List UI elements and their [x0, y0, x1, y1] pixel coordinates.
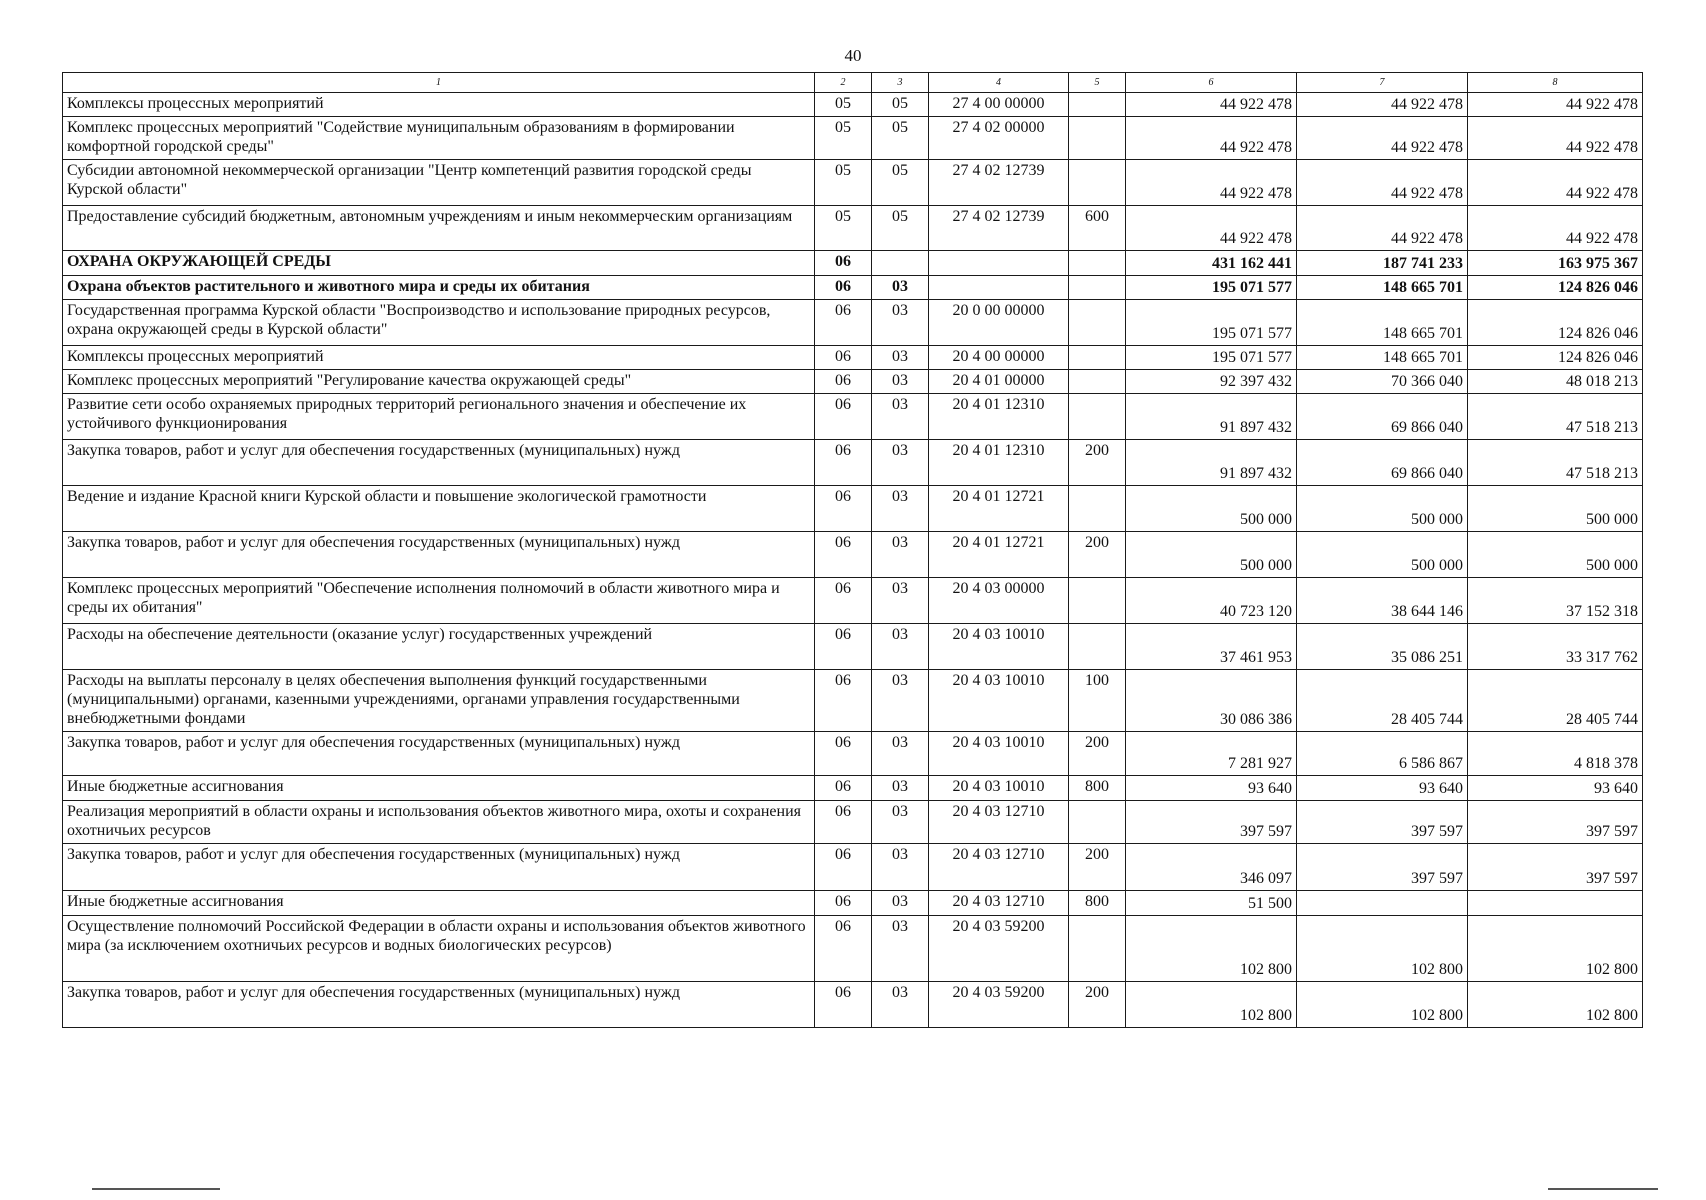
scan-artifact-line — [92, 1188, 220, 1190]
amount-year3-cell: 48 018 213 — [1468, 370, 1643, 394]
amount-year3-cell: 397 597 — [1468, 844, 1643, 891]
target-item-code-cell: 20 4 01 00000 — [929, 370, 1069, 394]
amount-year2-cell — [1297, 891, 1468, 916]
subsection-code-cell: 03 — [872, 486, 929, 532]
amount-year3-cell: 44 922 478 — [1468, 160, 1643, 206]
expense-name-cell: Закупка товаров, работ и услуг для обеспечения государственных (муниципальных) нужд — [63, 532, 815, 578]
section-code-cell: 05 — [815, 117, 872, 160]
expense-type-code-cell — [1069, 251, 1126, 276]
amount-year1-cell: 431 162 441 — [1126, 251, 1297, 276]
expense-type-code-cell — [1069, 346, 1126, 370]
expense-name-cell: Субсидии автономной некоммерческой организации "Центр компетенций развития городской среды Курской области" — [63, 160, 815, 206]
amount-year1-cell: 91 897 432 — [1126, 440, 1297, 486]
amount-year2-cell: 148 665 701 — [1297, 346, 1468, 370]
column-number-header: 2 — [815, 73, 872, 93]
expense-name-cell: Иные бюджетные ассигнования — [63, 891, 815, 916]
subsection-code-cell: 03 — [872, 300, 929, 346]
amount-year2-cell: 44 922 478 — [1297, 206, 1468, 251]
expense-type-code-cell: 800 — [1069, 891, 1126, 916]
subsection-code-cell: 03 — [872, 440, 929, 486]
section-code-cell: 06 — [815, 982, 872, 1028]
expense-type-code-cell — [1069, 276, 1126, 300]
amount-year2-cell: 397 597 — [1297, 801, 1468, 844]
amount-year2-cell: 6 586 867 — [1297, 732, 1468, 776]
expense-name-cell: Закупка товаров, работ и услуг для обеспечения государственных (муниципальных) нужд — [63, 440, 815, 486]
expense-type-code-cell — [1069, 370, 1126, 394]
table-row — [63, 276, 1643, 300]
target-item-code-cell: 20 4 01 12310 — [929, 440, 1069, 486]
expense-type-code-cell: 800 — [1069, 776, 1126, 801]
amount-year2-cell: 148 665 701 — [1297, 300, 1468, 346]
table-row — [63, 394, 1643, 440]
target-item-code-cell: 20 4 03 10010 — [929, 732, 1069, 776]
amount-year2-cell: 44 922 478 — [1297, 93, 1468, 117]
amount-year3-cell: 37 152 318 — [1468, 578, 1643, 624]
section-code-cell: 06 — [815, 276, 872, 300]
target-item-code-cell: 20 4 03 10010 — [929, 624, 1069, 670]
table-row — [63, 982, 1643, 1028]
target-item-code-cell: 27 4 00 00000 — [929, 93, 1069, 117]
expense-name-cell: Закупка товаров, работ и услуг для обеспечения государственных (муниципальных) нужд — [63, 732, 815, 776]
subsection-code-cell: 03 — [872, 732, 929, 776]
table-row — [63, 776, 1643, 801]
amount-year3-cell: 102 800 — [1468, 916, 1643, 982]
amount-year3-cell: 28 405 744 — [1468, 670, 1643, 732]
table-row — [63, 440, 1643, 486]
table-row — [63, 93, 1643, 117]
amount-year2-cell: 500 000 — [1297, 486, 1468, 532]
amount-year1-cell: 44 922 478 — [1126, 93, 1297, 117]
target-item-code-cell: 20 4 03 12710 — [929, 891, 1069, 916]
target-item-code-cell: 20 4 03 59200 — [929, 916, 1069, 982]
amount-year1-cell: 195 071 577 — [1126, 276, 1297, 300]
expense-type-code-cell: 200 — [1069, 982, 1126, 1028]
amount-year2-cell: 69 866 040 — [1297, 440, 1468, 486]
table-row — [63, 117, 1643, 160]
table-row — [63, 844, 1643, 891]
subsection-code-cell: 03 — [872, 578, 929, 624]
expense-name-cell: ОХРАНА ОКРУЖАЮЩЕЙ СРЕДЫ — [63, 251, 815, 276]
amount-year1-cell: 37 461 953 — [1126, 624, 1297, 670]
table-row — [63, 251, 1643, 276]
target-item-code-cell — [929, 276, 1069, 300]
amount-year3-cell: 124 826 046 — [1468, 346, 1643, 370]
target-item-code-cell: 20 4 00 00000 — [929, 346, 1069, 370]
amount-year3-cell: 93 640 — [1468, 776, 1643, 801]
table-row — [63, 801, 1643, 844]
expense-name-cell: Государственная программа Курской области "Воспроизводство и использование природных ресурсов, охрана окружающей среды в Курской области" — [63, 300, 815, 346]
expense-type-code-cell — [1069, 624, 1126, 670]
column-number-header: 1 — [63, 73, 815, 93]
expense-type-code-cell — [1069, 117, 1126, 160]
table-row — [63, 300, 1643, 346]
subsection-code-cell: 05 — [872, 206, 929, 251]
amount-year1-cell: 397 597 — [1126, 801, 1297, 844]
column-number-header: 8 — [1468, 73, 1643, 93]
amount-year3-cell: 124 826 046 — [1468, 300, 1643, 346]
amount-year1-cell: 7 281 927 — [1126, 732, 1297, 776]
amount-year1-cell: 44 922 478 — [1126, 117, 1297, 160]
expense-type-code-cell — [1069, 578, 1126, 624]
expense-name-cell: Закупка товаров, работ и услуг для обеспечения государственных (муниципальных) нужд — [63, 844, 815, 891]
expense-name-cell: Развитие сети особо охраняемых природных территорий регионального значения и обеспечение их устойчивого функционирования — [63, 394, 815, 440]
column-number-row — [63, 73, 1643, 93]
section-code-cell: 05 — [815, 160, 872, 206]
section-code-cell: 06 — [815, 394, 872, 440]
amount-year1-cell: 44 922 478 — [1126, 206, 1297, 251]
target-item-code-cell — [929, 251, 1069, 276]
amount-year2-cell: 70 366 040 — [1297, 370, 1468, 394]
expense-type-code-cell: 200 — [1069, 532, 1126, 578]
column-number-header: 4 — [929, 73, 1069, 93]
subsection-code-cell: 03 — [872, 982, 929, 1028]
target-item-code-cell: 20 4 03 10010 — [929, 670, 1069, 732]
amount-year1-cell: 195 071 577 — [1126, 346, 1297, 370]
amount-year3-cell — [1468, 891, 1643, 916]
section-code-cell: 06 — [815, 440, 872, 486]
section-code-cell: 06 — [815, 801, 872, 844]
expense-type-code-cell — [1069, 160, 1126, 206]
column-number-header: 5 — [1069, 73, 1126, 93]
target-item-code-cell: 20 4 03 59200 — [929, 982, 1069, 1028]
amount-year2-cell: 397 597 — [1297, 844, 1468, 891]
table-row — [63, 206, 1643, 251]
expense-type-code-cell: 600 — [1069, 206, 1126, 251]
expense-name-cell: Комплексы процессных мероприятий — [63, 346, 815, 370]
target-item-code-cell: 20 4 01 12721 — [929, 532, 1069, 578]
subsection-code-cell: 03 — [872, 394, 929, 440]
section-code-cell: 05 — [815, 93, 872, 117]
amount-year2-cell: 35 086 251 — [1297, 624, 1468, 670]
section-code-cell: 06 — [815, 844, 872, 891]
subsection-code-cell: 03 — [872, 891, 929, 916]
table-body — [63, 93, 1643, 1028]
table-row — [63, 578, 1643, 624]
subsection-code-cell: 05 — [872, 117, 929, 160]
section-code-cell: 06 — [815, 251, 872, 276]
expense-type-code-cell: 100 — [1069, 670, 1126, 732]
column-number-header: 7 — [1297, 73, 1468, 93]
expense-type-code-cell — [1069, 300, 1126, 346]
amount-year3-cell: 500 000 — [1468, 532, 1643, 578]
subsection-code-cell — [872, 251, 929, 276]
expense-name-cell: Реализация мероприятий в области охраны и использования объектов животного мира, охоты и сохранения охотничьих ресурсов — [63, 801, 815, 844]
expense-name-cell: Комплекс процессных мероприятий "Обеспечение исполнения полномочий в области животного мира и среды их обитания" — [63, 578, 815, 624]
column-number-header: 3 — [872, 73, 929, 93]
subsection-code-cell: 05 — [872, 93, 929, 117]
amount-year3-cell: 124 826 046 — [1468, 276, 1643, 300]
table-row — [63, 916, 1643, 982]
table-row — [63, 160, 1643, 206]
amount-year1-cell: 44 922 478 — [1126, 160, 1297, 206]
table-row — [63, 532, 1643, 578]
amount-year3-cell: 163 975 367 — [1468, 251, 1643, 276]
subsection-code-cell: 05 — [872, 160, 929, 206]
expense-type-code-cell — [1069, 486, 1126, 532]
amount-year2-cell: 148 665 701 — [1297, 276, 1468, 300]
page-number: 40 — [844, 46, 862, 65]
target-item-code-cell: 20 0 00 00000 — [929, 300, 1069, 346]
amount-year3-cell: 500 000 — [1468, 486, 1643, 532]
amount-year2-cell: 28 405 744 — [1297, 670, 1468, 732]
amount-year1-cell: 93 640 — [1126, 776, 1297, 801]
table-row — [63, 891, 1643, 916]
subsection-code-cell: 03 — [872, 624, 929, 670]
table-row — [63, 486, 1643, 532]
section-code-cell: 06 — [815, 532, 872, 578]
amount-year1-cell: 346 097 — [1126, 844, 1297, 891]
subsection-code-cell: 03 — [872, 346, 929, 370]
expense-name-cell: Закупка товаров, работ и услуг для обеспечения государственных (муниципальных) нужд — [63, 982, 815, 1028]
amount-year2-cell: 187 741 233 — [1297, 251, 1468, 276]
target-item-code-cell: 27 4 02 12739 — [929, 206, 1069, 251]
expense-type-code-cell — [1069, 916, 1126, 982]
expense-type-code-cell: 200 — [1069, 732, 1126, 776]
amount-year1-cell: 102 800 — [1126, 916, 1297, 982]
section-code-cell: 05 — [815, 206, 872, 251]
subsection-code-cell: 03 — [872, 916, 929, 982]
amount-year3-cell: 397 597 — [1468, 801, 1643, 844]
subsection-code-cell: 03 — [872, 370, 929, 394]
amount-year2-cell: 102 800 — [1297, 916, 1468, 982]
budget-table — [62, 72, 1643, 1028]
expense-type-code-cell: 200 — [1069, 440, 1126, 486]
section-code-cell: 06 — [815, 578, 872, 624]
amount-year1-cell: 500 000 — [1126, 532, 1297, 578]
section-code-cell: 06 — [815, 300, 872, 346]
amount-year1-cell: 102 800 — [1126, 982, 1297, 1028]
expense-name-cell: Иные бюджетные ассигнования — [63, 776, 815, 801]
amount-year1-cell: 51 500 — [1126, 891, 1297, 916]
amount-year2-cell: 500 000 — [1297, 532, 1468, 578]
amount-year2-cell: 93 640 — [1297, 776, 1468, 801]
amount-year2-cell: 38 644 146 — [1297, 578, 1468, 624]
section-code-cell: 06 — [815, 891, 872, 916]
expense-name-cell: Расходы на выплаты персоналу в целях обеспечения выполнения функций государственными (муниципальными) органами, казенными учреждениями, органами управления государственными внебюджетными фондами — [63, 670, 815, 732]
subsection-code-cell: 03 — [872, 276, 929, 300]
table-row — [63, 370, 1643, 394]
amount-year2-cell: 69 866 040 — [1297, 394, 1468, 440]
amount-year3-cell: 33 317 762 — [1468, 624, 1643, 670]
amount-year3-cell: 47 518 213 — [1468, 440, 1643, 486]
section-code-cell: 06 — [815, 370, 872, 394]
amount-year1-cell: 195 071 577 — [1126, 300, 1297, 346]
table-row — [63, 346, 1643, 370]
expense-type-code-cell — [1069, 394, 1126, 440]
amount-year1-cell: 30 086 386 — [1126, 670, 1297, 732]
amount-year2-cell: 102 800 — [1297, 982, 1468, 1028]
target-item-code-cell: 20 4 03 12710 — [929, 844, 1069, 891]
amount-year1-cell: 92 397 432 — [1126, 370, 1297, 394]
section-code-cell: 06 — [815, 346, 872, 370]
subsection-code-cell: 03 — [872, 670, 929, 732]
scan-artifact-line — [1548, 1188, 1658, 1190]
expense-name-cell: Предоставление субсидий бюджетным, автономным учреждениям и иным некоммерческим организациям — [63, 206, 815, 251]
column-number-header: 6 — [1126, 73, 1297, 93]
target-item-code-cell: 20 4 03 12710 — [929, 801, 1069, 844]
expense-type-code-cell: 200 — [1069, 844, 1126, 891]
section-code-cell: 06 — [815, 776, 872, 801]
amount-year3-cell: 44 922 478 — [1468, 206, 1643, 251]
expense-name-cell: Ведение и издание Красной книги Курской области и повышение экологической грамотности — [63, 486, 815, 532]
table-row — [63, 624, 1643, 670]
subsection-code-cell: 03 — [872, 801, 929, 844]
target-item-code-cell: 20 4 01 12310 — [929, 394, 1069, 440]
table-row — [63, 732, 1643, 776]
target-item-code-cell: 20 4 01 12721 — [929, 486, 1069, 532]
subsection-code-cell: 03 — [872, 844, 929, 891]
expense-name-cell: Комплекс процессных мероприятий "Регулирование качества окружающей среды" — [63, 370, 815, 394]
amount-year2-cell: 44 922 478 — [1297, 117, 1468, 160]
section-code-cell: 06 — [815, 916, 872, 982]
target-item-code-cell: 20 4 03 00000 — [929, 578, 1069, 624]
expense-name-cell: Осуществление полномочий Российской Федерации в области охраны и использования объектов животного мира (за исключением охотничьих ресурсов и водных биологических ресурсов) — [63, 916, 815, 982]
amount-year3-cell: 44 922 478 — [1468, 93, 1643, 117]
amount-year3-cell: 44 922 478 — [1468, 117, 1643, 160]
target-item-code-cell: 20 4 03 10010 — [929, 776, 1069, 801]
amount-year1-cell: 40 723 120 — [1126, 578, 1297, 624]
subsection-code-cell: 03 — [872, 776, 929, 801]
section-code-cell: 06 — [815, 486, 872, 532]
section-code-cell: 06 — [815, 624, 872, 670]
amount-year1-cell: 500 000 — [1126, 486, 1297, 532]
expense-name-cell: Комплексы процессных мероприятий — [63, 93, 815, 117]
amount-year3-cell: 47 518 213 — [1468, 394, 1643, 440]
expense-type-code-cell — [1069, 93, 1126, 117]
amount-year2-cell: 44 922 478 — [1297, 160, 1468, 206]
expense-name-cell: Охрана объектов растительного и животного мира и среды их обитания — [63, 276, 815, 300]
target-item-code-cell: 27 4 02 00000 — [929, 117, 1069, 160]
amount-year1-cell: 91 897 432 — [1126, 394, 1297, 440]
expense-name-cell: Расходы на обеспечение деятельности (оказание услуг) государственных учреждений — [63, 624, 815, 670]
amount-year3-cell: 4 818 378 — [1468, 732, 1643, 776]
expense-name-cell: Комплекс процессных мероприятий "Содействие муниципальным образованиям в формировании комфортной городской среды" — [63, 117, 815, 160]
section-code-cell: 06 — [815, 732, 872, 776]
expense-type-code-cell — [1069, 801, 1126, 844]
target-item-code-cell: 27 4 02 12739 — [929, 160, 1069, 206]
table-row — [63, 670, 1643, 732]
subsection-code-cell: 03 — [872, 532, 929, 578]
section-code-cell: 06 — [815, 670, 872, 732]
amount-year3-cell: 102 800 — [1468, 982, 1643, 1028]
